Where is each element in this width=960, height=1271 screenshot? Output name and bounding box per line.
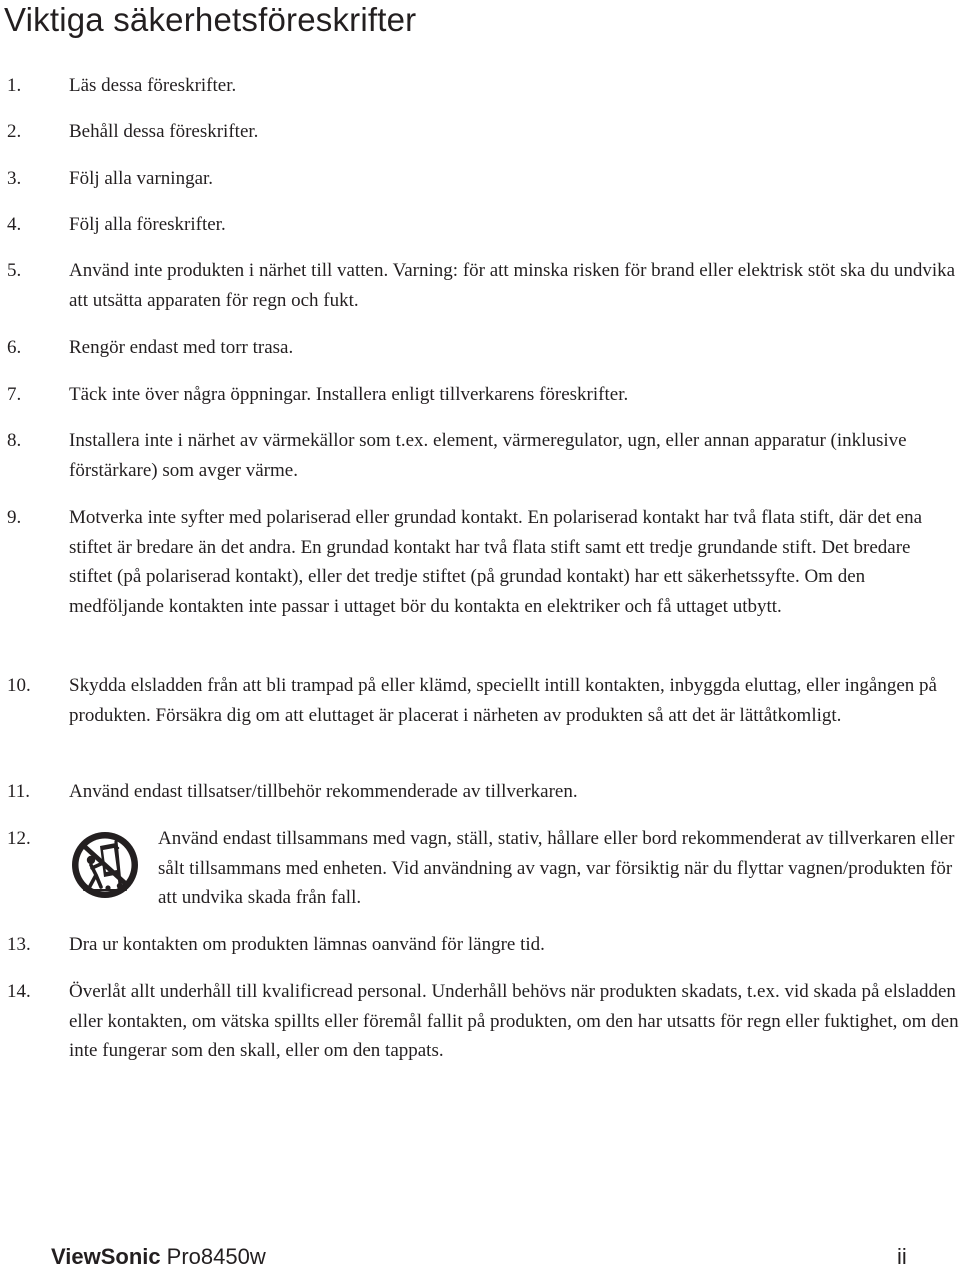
item-number: 1. bbox=[7, 75, 22, 96]
item-number: 5. bbox=[7, 260, 22, 281]
item-number: 6. bbox=[7, 337, 22, 358]
item-text: Läs dessa föreskrifter. bbox=[69, 75, 237, 96]
item-text: Använd inte produkten i närhet till vatten. Varning: för att minska risken för brand eller elektrisk stöt ska du undvika att utsätta apparaten för regn och fukt. bbox=[69, 260, 956, 311]
item-text: Följ alla varningar. bbox=[69, 168, 214, 189]
footer-brand: ViewSonic bbox=[51, 1244, 161, 1269]
item-text: Följ alla föreskrifter. bbox=[69, 214, 226, 235]
item-number: 8. bbox=[7, 430, 22, 451]
page-number: ii bbox=[897, 1244, 907, 1269]
item-text: Installera inte i närhet av värmekällor som t.ex. element, värmeregulator, ugn, eller annan apparatur (inklusive förstärkare) som avger värme. bbox=[69, 430, 907, 481]
page-title: Viktiga säkerhetsföreskrifter bbox=[4, 1, 417, 38]
item-number: 14. bbox=[7, 981, 31, 1002]
item-text: Rengör endast med torr trasa. bbox=[69, 337, 294, 358]
item-text: Använd endast tillsammans med vagn, ställ, stativ, hållare eller bord rekommenderat av tillverkaren eller sålt tillsammans med enheten. Vid användning av vagn, var försiktig när du flyttar vagnen/produkten för att undvika skada från fall. bbox=[158, 828, 955, 908]
item-number: 11. bbox=[7, 781, 31, 802]
item-number: 4. bbox=[7, 214, 22, 235]
item-text: Skydda elsladden från att bli trampad på eller klämd, speciellt intill kontakten, inbyggda eluttag, eller ingången på produkten. Försäkra dig om att eluttaget är placerat i närheten av produkten så att det är lättåtkomligt. bbox=[69, 675, 937, 726]
item-text: Motverka inte syfter med polariserad eller grundad kontakt. En polariserad kontakt har två flata stift, där det ena stiftet är bredare än det andra. En grundad kontakt har två flata stift samt ett tredje grundande stift. Det bredare stiftet (på polariserad kontakt), eller det tredje stiftet (på grundad kontakt) har ett säkerhetssyfte. Om den medföljande kontakten inte passar i uttaget bör du kontakta en elektriker och få uttaget utbytt. bbox=[69, 507, 923, 617]
item-number: 13. bbox=[7, 934, 31, 955]
item-text: Täck inte över några öppningar. Installera enligt tillverkarens föreskrifter. bbox=[69, 384, 629, 405]
item-number: 7. bbox=[7, 384, 22, 405]
item-number: 9. bbox=[7, 507, 22, 528]
item-text: Dra ur kontakten om produkten lämnas oanvänd för längre tid. bbox=[69, 934, 545, 955]
cart-tip-over-warning-icon bbox=[70, 830, 140, 900]
item-text: Överlåt allt underhåll till kvalificread personal. Underhåll behövs när produkten skadats, t.ex. vid skada på elsladden eller kontakten, om vätska spillts eller föremål fallit på produkten, om den har utsatts för regn eller fuktighet, om den inte fungerar som den skall, eller om den tappats. bbox=[69, 981, 959, 1061]
item-text: Behåll dessa föreskrifter. bbox=[69, 121, 259, 142]
footer bbox=[51, 1243, 911, 1271]
item-text: Använd endast tillsatser/tillbehör rekommenderade av tillverkaren. bbox=[69, 781, 578, 802]
item-number: 12. bbox=[7, 828, 31, 849]
item-number: 10. bbox=[7, 675, 31, 696]
item-number: 3. bbox=[7, 168, 22, 189]
footer-model: Pro8450w bbox=[166, 1244, 266, 1269]
item-number: 2. bbox=[7, 121, 22, 142]
